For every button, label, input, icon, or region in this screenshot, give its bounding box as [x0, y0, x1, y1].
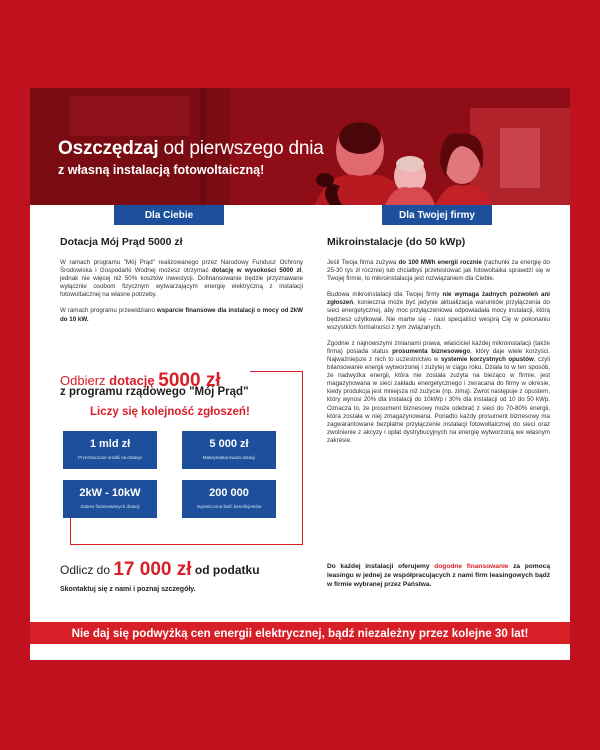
text-emphasis: nie wymaga żadnych pozwoleń ani zgłoszeń	[327, 291, 550, 307]
text-fragment: Jeśli Twoja firma zużywa	[327, 259, 399, 266]
text-fragment: , czyli bilansowanie energii wytworzonej i zużytej w ciągu roku. Działa to w ten sposób, że nadwyżka energii, która nie została zużyta na bieżąco w firmie, jest magazynowana w sieci zakładu energetycznego i zwracana do firmy w okresie, kiedy produkcja jest mniejsza niż zużycie (np. zimą). Zwrot następuje z opustem, który wynosi 20% dla instalacji do 10kWp i 30% dla instalacji od 10 do 50 kWp. Oznacza to, że prosument biznesowy może odebrać z sieci do 70-80% energii, która została w niej zmagazynowana. Ponadto każdy prosument biznesowy ma zagwarantowane bezpłatne przyłączenie instalacji fotowoltaicznej do sieci oraz zwolnienie z akcyzy i opłat dystrybucyjnych na energię wytworzoną we własnym zakresie.	[327, 355, 551, 444]
right-heading: Mikroinstalacje (do 50 kWp)	[327, 236, 466, 248]
text-emphasis: systemie korzystnych opustów	[440, 355, 534, 363]
promo-program: z programu rządowego "Mój Prąd"	[60, 386, 249, 398]
text-fragment: , który daje wiele korzyści. Najważniejsze z nich to uczestnictwo w	[327, 347, 550, 363]
text-fragment: , konieczna może być jedynie aktualizacja warunków przyłączenia do sieci energetycznej, aby moc przyłączeniowa odpowiadała mocy instalacji, którą będziesz użytkował. Nie martw się - nasi specjaliści wesprą Cię w pokonaniu wszystkich formalności z tym związanych.	[327, 299, 550, 331]
leasing-note	[327, 562, 550, 589]
right-paragraph-3	[327, 340, 550, 445]
text-fragment: (rachunki za energię do 25-30 tys zł rocznie) lub chciałbyś przetestować jak fotowoltaika sprawdzi się w Twojej firmie, to mikroinstalacja jest rozwiązaniem dla Ciebie.	[327, 259, 550, 283]
left-paragraph-1	[60, 259, 303, 299]
promo-frame-top	[250, 371, 303, 372]
text-fragment: W ramach programu "Mój Prąd" realizowanego przez Narodowy Fundusz Ochrony Środowiska i Gospodarki Wodnej możesz otrzymać	[60, 259, 303, 275]
flyer-sheet	[30, 88, 570, 660]
promo-urgency: Liczy się kolejność zgłoszeń!	[90, 406, 250, 418]
text-fragment: , jednak nie więcej niż 50% kosztów inwestycji. Dofinansowanie będzie przyznawane wyłącznie osobom fizycznym wytwarzającym energię elektryczną z instalacji fotowoltaicznej na własne potrzeby.	[60, 267, 303, 299]
promo-amount: 5000 zł	[158, 370, 221, 391]
text-fragment: W ramach programu przewidziano	[60, 307, 157, 315]
left-heading: Dotacja Mój Prąd 5000 zł	[60, 236, 183, 248]
tab-for-business: Dla Twojej firmy	[382, 205, 492, 225]
stat-label: Maksymalna kwota dotacji	[202, 455, 256, 460]
stat-value: 2kW - 10kW	[79, 487, 141, 499]
text-fragment: Budowa mikroinstalacji dla Twojej firmy	[327, 291, 443, 299]
tax-headline	[60, 558, 310, 580]
text-emphasis: prosumenta biznesowego	[392, 347, 471, 355]
hero-title-bold: Oszczędzaj	[58, 138, 159, 159]
right-column	[327, 236, 550, 453]
hero-banner	[30, 88, 570, 205]
text-emphasis: do 100 MWh energii rocznie	[398, 259, 482, 266]
text-fragment: Zgodnie z najnowszymi zmianami prawa, właściciel każdej mikroinstalacji (także firma) posiada status	[327, 339, 550, 355]
stat-value: 200 000	[209, 487, 249, 499]
text-fragment: za pomocą leasingu w jednej ze współpracujących z nami firm leasingowych bądź w firmie wybranej przez Państwa.	[327, 563, 550, 588]
stat-value: 1 mld zł	[89, 438, 131, 450]
stat-tile-budget	[63, 431, 157, 469]
stat-tile-power-range	[63, 480, 157, 518]
subsidy-promo	[60, 359, 303, 545]
hero-title	[58, 138, 324, 160]
stat-label: Ograniczona ilość beneficjentów	[196, 504, 262, 509]
left-paragraph-2	[60, 307, 303, 323]
hero-subtitle: z własną instalacją fotowoltaiczną!	[58, 163, 265, 177]
tax-relief-block	[60, 558, 310, 593]
stat-label: Przeznaczone środki na dotacje	[78, 455, 142, 460]
bottom-slogan-banner: Nie daj się podwyżką cen energii elektrycznej, bądź niezależny przez kolejne 30 lat!	[30, 622, 570, 644]
tax-amount: 17 000 zł	[113, 559, 192, 580]
stat-label: Zakres finansowanych dotacji	[80, 504, 140, 509]
left-column	[60, 236, 303, 332]
text-emphasis: dotację w wysokości 5000 zł	[211, 267, 302, 275]
hero-title-rest: od pierwszego dnia	[158, 138, 324, 159]
stat-tile-beneficiaries	[182, 480, 276, 518]
leasing-highlight: dogodne finansowanie	[434, 563, 509, 570]
right-paragraph-1	[327, 259, 550, 283]
tab-for-you: Dla Ciebie	[114, 205, 224, 225]
stat-tile-max-amount	[182, 431, 276, 469]
text-emphasis: wsparcie finansowe dla instalacji o mocy od 2kW do 10 kW.	[60, 307, 303, 323]
tax-contact-note: Skontaktuj się z nami i poznaj szczegóły.	[60, 586, 196, 593]
text-fragment: Odbierz	[60, 373, 110, 388]
text-emphasis: od podatku	[191, 563, 260, 577]
text-fragment: Odlicz do	[60, 563, 114, 577]
text-fragment: Do każdej instalacji oferujemy	[327, 563, 435, 570]
text-emphasis: dotację	[109, 373, 155, 388]
right-paragraph-2	[327, 291, 550, 331]
stat-value: 5 000 zł	[209, 438, 249, 450]
